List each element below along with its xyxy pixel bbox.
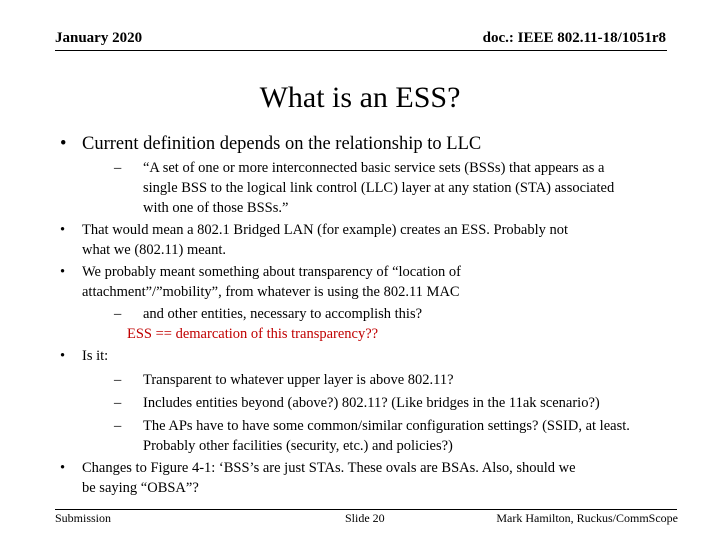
bullet-1 xyxy=(60,133,481,155)
bullet-marker: • xyxy=(60,134,67,154)
dash-marker: – xyxy=(114,160,122,176)
header-doc-id: doc.: IEEE 802.11-18/1051r8 xyxy=(482,30,666,46)
bullet-2-line1: That would mean a 802.1 Bridged LAN (for example) creates an ESS. Probably not xyxy=(82,222,569,238)
dash-marker: – xyxy=(114,418,122,434)
b3-emphasis: ESS == demarcation of this transparency?? xyxy=(127,326,379,342)
bullet-marker: • xyxy=(60,348,66,364)
bullet-5-line2: be saying “OBSA”? xyxy=(82,480,199,496)
dash-marker: – xyxy=(114,395,122,411)
bullet-3-line2: attachment”/”mobility”, from whatever is using the 802.11 MAC xyxy=(82,284,460,300)
dash-marker: – xyxy=(114,306,122,322)
b1-sub1-line2: single BSS to the logical link control (LLC) layer at any station (STA) associated xyxy=(143,180,615,196)
b4-sub1: Transparent to whatever upper layer is above 802.11? xyxy=(143,372,454,388)
header-divider xyxy=(55,50,667,51)
bullet-marker: • xyxy=(60,264,66,280)
b4-sub2: Includes entities beyond (above?) 802.11? (Like bridges in the 11ak scenario?) xyxy=(143,395,600,411)
b4-sub3-line2: Probably other facilities (security, etc.) and policies?) xyxy=(143,438,453,454)
header-date: January 2020 xyxy=(55,30,143,46)
slide-title: What is an ESS? xyxy=(259,81,461,114)
footer-slide-number: Slide 20 xyxy=(345,511,385,525)
footer-submission: Submission xyxy=(55,511,112,525)
bullet-5-line1: Changes to Figure 4-1: ‘BSS’s are just STAs. These ovals are BSAs. Also, should we xyxy=(82,460,576,476)
bullet-2-line2: what we (802.11) meant. xyxy=(82,242,227,258)
b1-sub1-line1: “A set of one or more interconnected basic service sets (BSSs) that appears as a xyxy=(143,160,605,176)
bullet-4-text: Is it: xyxy=(82,348,109,364)
bullet-3-line1: We probably meant something about transparency of “location of xyxy=(82,264,461,280)
bullet-1-text: Current definition depends on the relationship to LLC xyxy=(82,134,482,154)
bullet-marker: • xyxy=(60,222,66,238)
b4-sub3-line1: The APs have to have some common/similar configuration settings? (SSID, at least. xyxy=(143,418,630,434)
b3-sub1: and other entities, necessary to accomplish this? xyxy=(143,306,423,322)
dash-marker: – xyxy=(114,372,122,388)
footer-author: Mark Hamilton, Ruckus/CommScope xyxy=(496,511,678,525)
footer-divider xyxy=(55,509,677,510)
b1-sub1-line3: with one of those BSSs.” xyxy=(143,200,289,216)
bullet-marker: • xyxy=(60,460,66,476)
